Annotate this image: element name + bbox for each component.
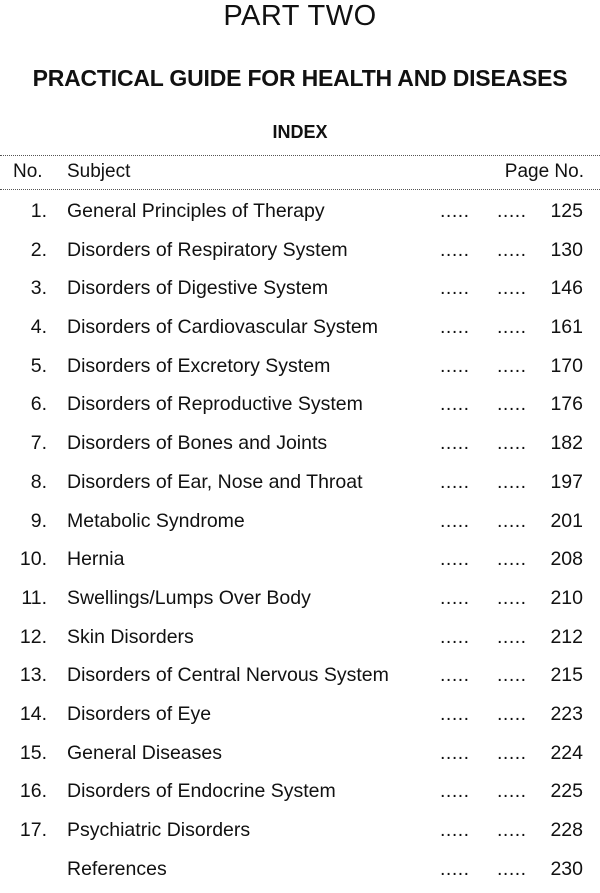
entry-page-number: 228 [550,819,583,841]
index-entry[interactable] [0,777,600,816]
entry-subject: Disorders of Cardiovascular System [67,316,379,339]
entry-subject: Disorders of Ear, Nose and Throat [67,470,363,493]
entry-subject: General Principles of Therapy [67,200,325,222]
entry-leader-dots: ..... [440,702,470,725]
entry-leader-dots: ..... [497,432,527,455]
entry-number: 3. [30,277,47,300]
entry-leader-dots: ..... [497,393,527,416]
entry-subject: Disorders of Excretory System [67,354,331,377]
entry-leader-dots: ..... [497,316,527,339]
entry-leader-dots: ..... [497,702,527,725]
index-entry[interactable] [0,313,600,352]
entry-leader-dots: ..... [497,470,527,493]
entry-leader-dots: ..... [440,509,470,532]
entry-page-number: 197 [550,470,583,493]
header-bottom-divider [0,189,600,190]
index-entry[interactable] [0,197,600,236]
entry-leader-dots: ..... [440,548,470,571]
entry-page-number: 146 [550,277,583,300]
index-entry[interactable] [0,623,600,662]
entry-page-number: 170 [550,354,583,377]
entry-subject: Disorders of Reproductive System [67,393,363,416]
entry-subject: Psychiatric Disorders [67,819,251,841]
entry-subject: General Diseases [67,741,222,764]
entry-page-number: 225 [550,780,583,803]
header-page: Page No. [504,161,584,182]
entry-number: 5. [30,354,47,377]
entry-page-number: 182 [550,432,583,455]
header-subject: Subject [67,161,131,182]
entry-leader-dots: ..... [440,664,470,687]
index-entry[interactable] [0,274,600,313]
entry-page-number: 176 [550,393,583,416]
guide-title: PRACTICAL GUIDE FOR HEALTH AND DISEASES [32,65,568,91]
entry-number: 17. [19,819,47,841]
entry-subject: References [67,857,167,880]
entry-leader-dots: ..... [497,200,527,222]
entry-leader-dots: ..... [440,316,470,339]
entry-leader-dots: ..... [440,625,470,648]
entry-leader-dots: ..... [440,432,470,455]
index-entry[interactable] [0,507,600,546]
index-entry[interactable] [0,584,600,623]
entry-number: 8. [30,470,47,493]
entry-leader-dots: ..... [497,741,527,764]
entry-page-number: 201 [550,509,583,532]
entry-subject: Disorders of Eye [67,702,212,725]
entry-page-number: 224 [550,741,583,764]
entry-number: 2. [30,238,47,261]
entry-number: 12. [19,625,47,648]
entry-subject: Hernia [67,548,125,571]
entry-page-number: 161 [550,316,583,339]
entry-leader-dots: ..... [497,780,527,803]
index-entry[interactable] [0,545,600,584]
entry-leader-dots: ..... [440,780,470,803]
entry-leader-dots: ..... [497,548,527,571]
index-list [0,197,600,893]
entry-subject: Disorders of Central Nervous System [67,664,389,687]
index-entry[interactable] [0,661,600,700]
index-entry[interactable] [0,855,600,893]
entry-page-number: 130 [550,238,583,261]
entry-number: 13. [19,664,47,687]
index-entry[interactable] [0,236,600,275]
entry-subject: Swellings/Lumps Over Body [67,586,311,609]
entry-leader-dots: ..... [497,819,527,841]
entry-leader-dots: ..... [440,586,470,609]
entry-number: 14. [19,702,47,725]
part-title: PART TWO [223,0,377,32]
entry-number: 16. [19,780,47,803]
entry-leader-dots: ..... [440,277,470,300]
entry-page-number: 208 [550,548,583,571]
header-top-divider [0,155,600,156]
entry-page-number: 212 [550,625,583,648]
entry-leader-dots: ..... [440,393,470,416]
entry-number: 1. [30,200,47,222]
entry-subject: Metabolic Syndrome [67,509,245,532]
entry-leader-dots: ..... [440,741,470,764]
entry-leader-dots: ..... [440,470,470,493]
entry-leader-dots: ..... [497,857,527,880]
entry-leader-dots: ..... [497,277,527,300]
entry-subject: Disorders of Digestive System [67,277,329,300]
entry-subject: Skin Disorders [67,625,194,648]
index-entry[interactable] [0,429,600,468]
entry-page-number: 223 [550,702,583,725]
entry-subject: Disorders of Respiratory System [67,238,348,261]
entry-number: 15. [19,741,47,764]
entry-page-number: 215 [550,664,583,687]
entry-number: 7. [30,432,47,455]
index-entry[interactable] [0,816,600,855]
entry-leader-dots: ..... [497,664,527,687]
entry-subject: Disorders of Bones and Joints [67,432,328,455]
index-title: INDEX [272,122,328,142]
entry-leader-dots: ..... [497,238,527,261]
entry-subject: Disorders of Endocrine System [67,780,336,803]
index-entry[interactable] [0,352,600,391]
entry-number: 9. [30,509,47,532]
entry-number: 10. [19,548,47,571]
index-entry[interactable] [0,700,600,739]
entry-leader-dots: ..... [440,819,470,841]
entry-page-number: 125 [550,200,583,222]
entry-leader-dots: ..... [497,354,527,377]
entry-number: 11. [21,586,47,609]
entry-leader-dots: ..... [440,857,470,880]
entry-page-number: 210 [550,586,583,609]
entry-leader-dots: ..... [497,509,527,532]
index-entry[interactable] [0,468,600,507]
entry-leader-dots: ..... [440,200,470,222]
entry-leader-dots: ..... [497,625,527,648]
entry-leader-dots: ..... [440,238,470,261]
entry-number: 4. [30,316,47,339]
index-header-row [0,159,600,185]
header-no: No. [13,161,43,182]
index-entry[interactable] [0,739,600,778]
entry-number: 6. [30,393,47,416]
entry-leader-dots: ..... [440,354,470,377]
entry-leader-dots: ..... [497,586,527,609]
entry-page-number: 230 [550,857,583,880]
index-entry[interactable] [0,390,600,429]
